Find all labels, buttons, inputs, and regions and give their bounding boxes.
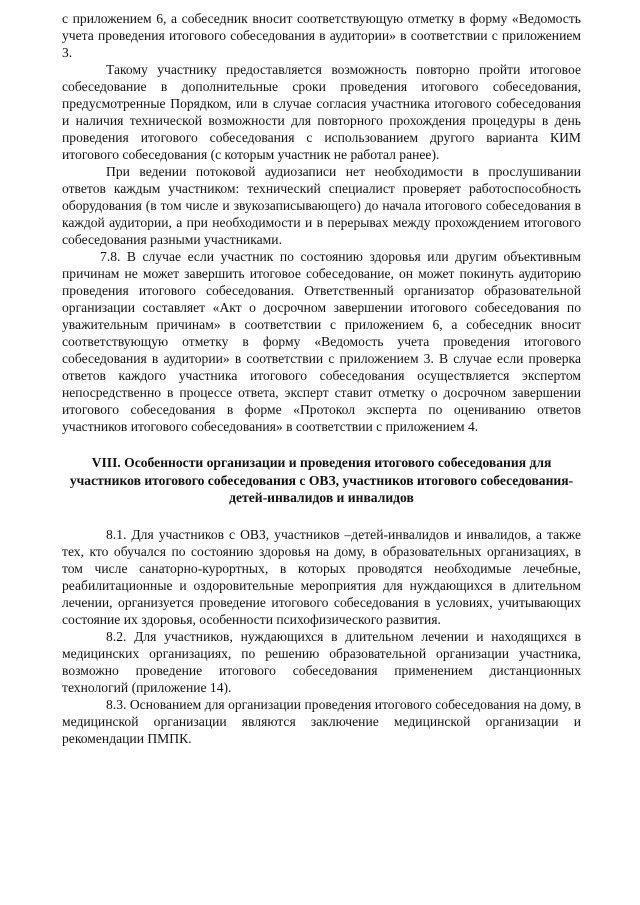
section-heading-viii: VIII. Особенности организации и проведения итогового собеседования для участников итогового собеседования с ОВЗ, участников итогового собеседования-детей-инвалидов и инвалидов xyxy=(69,455,574,505)
paragraph-audio-recording: При ведении потоковой аудиозаписи нет необходимости в прослушивании ответов каждым участником: технический специалист проверяет работоспособность оборудования (в том числе и звукозаписывающего) до начала итогового собеседования в каждой аудитории, а при необходимости и в перерывах между прохождением итогового собеседования разными участниками. xyxy=(62,164,581,247)
paragraph-retake-option: Такому участнику предоставляется возможность повторно пройти итоговое собеседование в дополнительные сроки проведения итогового собеседования, предусмотренные Порядком, или в случае согласия участника итогового собеседования и наличия технической возможности для повторного прохождения процедуры в день проведения итогового собеседования с использованием другого варианта КИМ итогового собеседования (с которым участник не работал ранее). xyxy=(62,62,581,162)
paragraph-8-3: 8.3. Основанием для организации проведения итогового собеседования на дому, в медицинской организации являются заключение медицинской организации и рекомендации ПМПК. xyxy=(62,696,581,746)
paragraph-continuation: с приложением 6, а собеседник вносит соответствующую отметку в форму «Ведомость учета проведения итогового собеседования в аудитории» в соответствии с приложением 3. xyxy=(62,11,581,60)
paragraph-8-1: 8.1. Для участников с ОВЗ, участников –детей-инвалидов и инвалидов, а также тех, кто обучался по состоянию здоровья на дому, в образовательных организациях, в том числе санаторно-курортных, в которых проводятся необходимые лечебные, реабилитационные и оздоровительные мероприятия для нуждающихся в длительном лечении, организуется проведение итогового собеседования в условиях, учитывающих состояние их здоровья, особенности психофизического развития. xyxy=(62,526,581,627)
paragraph-8-2: 8.2. Для участников, нуждающихся в длительном лечении и находящихся в медицинских организациях, по решению образовательной организации участника, возможно проведение итогового собеседования применением дистанционных технологий (приложение 14). xyxy=(62,628,581,695)
paragraph-7-8: 7.8. В случае если участник по состоянию здоровья или другим объективным причинам не может завершить итоговое собеседование, он может покинуть аудиторию проведения итогового собеседования. Ответственный организатор образовательной организации составляет «Акт о досрочном завершении итогового собеседования по уважительным причинам» в соответствии с приложением 6, а собеседник вносит соответствующую отметку в форму «Ведомость учета проведения итогового собеседования в аудитории» в соответствии с приложением 3. В случае если проверка ответов каждого участника итогового собеседования осуществляется экспертом непосредственно в процессе ответа, эксперт ставит отметку о досрочном завершении итогового собеседования в форме «Протокол эксперта по оцениванию ответов участников итогового собеседования» в соответствии с приложением 4. xyxy=(62,249,581,434)
